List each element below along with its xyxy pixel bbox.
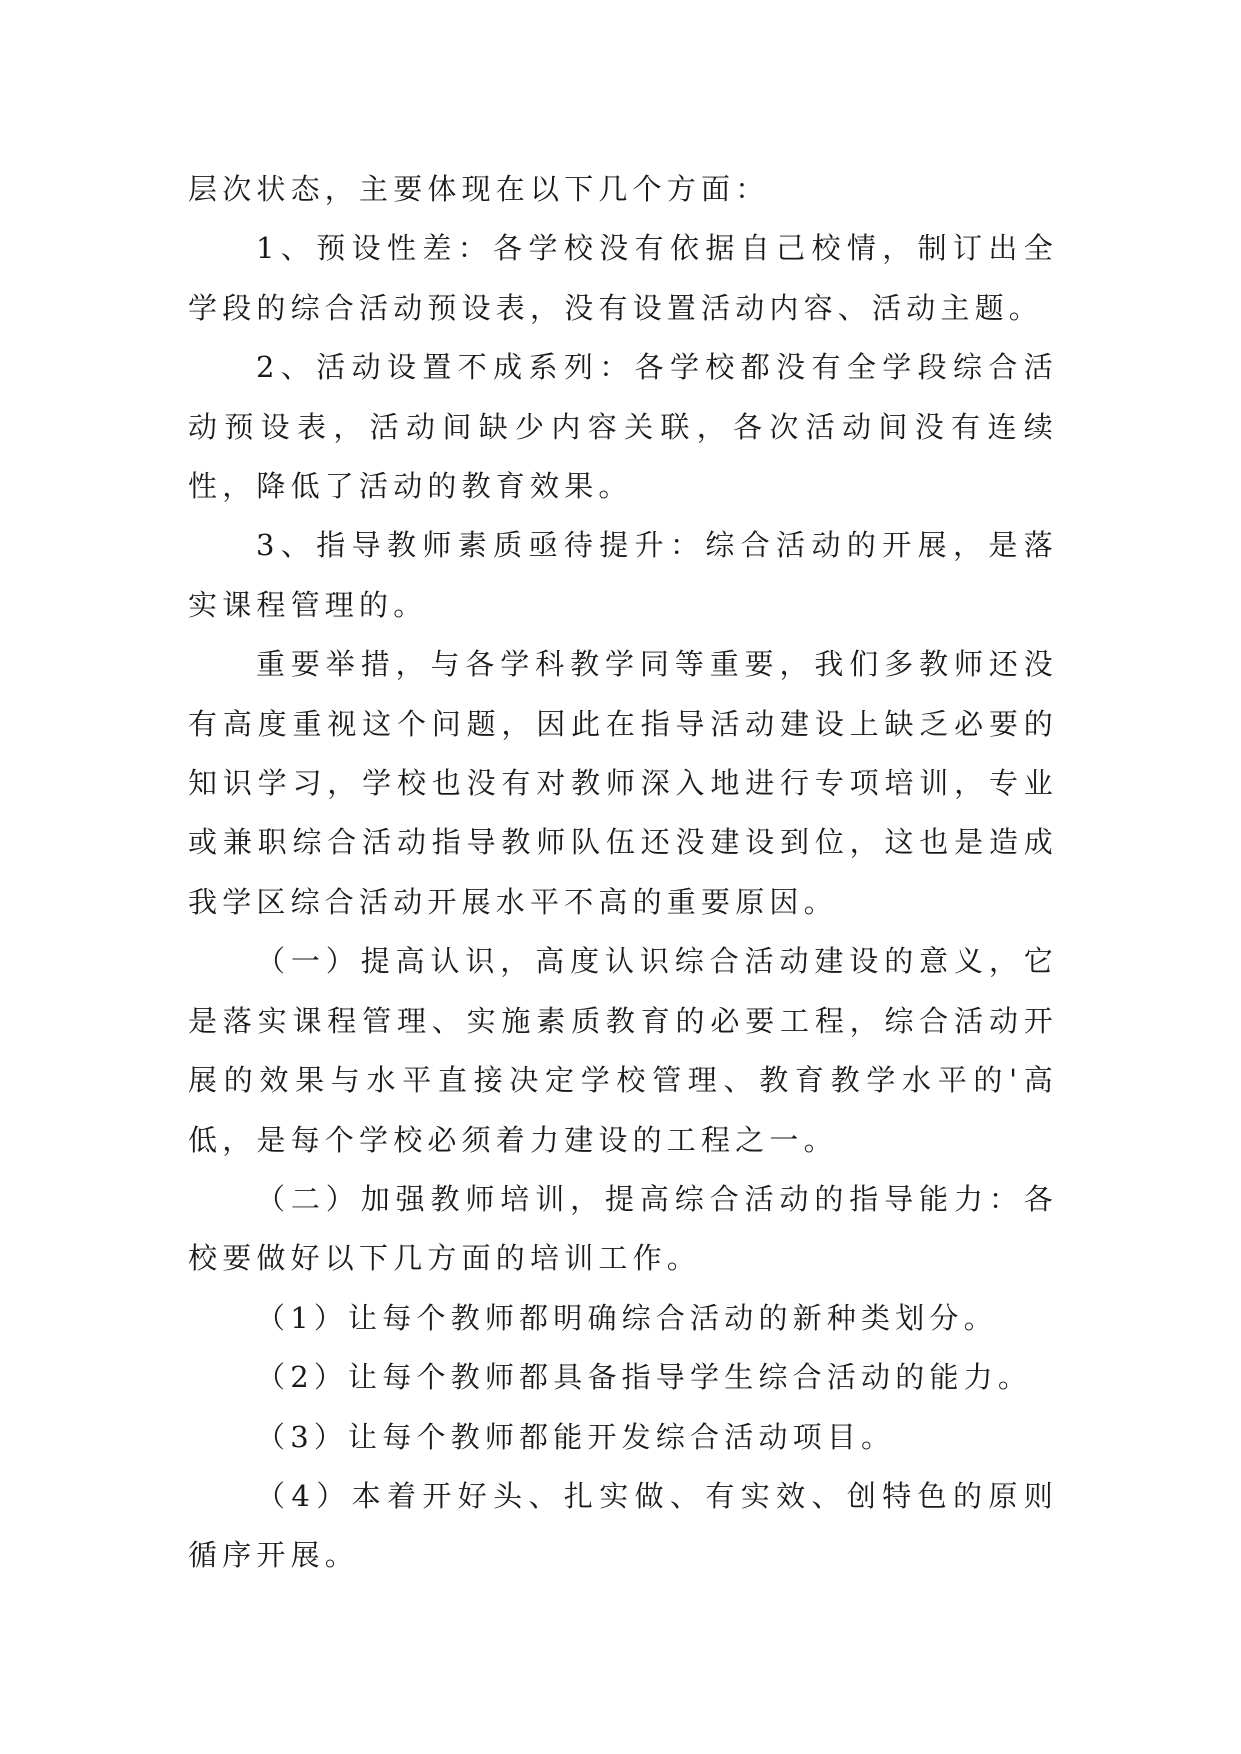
paragraph-section-1: （一）提高认识，高度认识综合活动建设的意义，它是落实课程管理、实施素质教育的必要工程，综合活动开展的效果与水平直接决定学校管理、教育教学水平的'高低，是每个学校必须着力建设的工程之一。 [188,944,1058,1157]
paragraph-item-3: （3）让每个教师都能开发综合活动项目。 [256,1419,896,1454]
paragraph-item-1: （1）让每个教师都明确综合活动的新种类划分。 [256,1300,998,1335]
paragraph-section-2: （二）加强教师培训，提高综合活动的指导能力：各校要做好以下几方面的培训工作。 [188,1181,1058,1276]
paragraph-point-3: 3、指导教师素质亟待提升：综合活动的开展，是落实课程管理的。 [188,528,1058,622]
paragraph-point-2: 2、活动设置不成系列：各学校都没有全学段综合活动预设表，活动间缺少内容关联，各次活动间没有连续性，降低了活动的教育效果。 [188,350,1058,504]
paragraph-intro: 层次状态，主要体现在以下几个方面： [188,172,770,206]
paragraph-item-2: （2）让每个教师都具备指导学生综合活动的能力。 [256,1360,1033,1395]
paragraph-measures: 重要举措，与各学科教学同等重要，我们多教师还没有高度重视这个问题，因此在指导活动建设上缺乏必要的知识学习，学校也没有对教师深入地进行专项培训，专业或兼职综合活动指导教师队伍还没建设到位，这也是造成我学区综合活动开展水平不高的重要原因。 [188,647,1058,919]
document-body [188,160,1058,1586]
paragraph-point-1: 1、预设性差：各学校没有依据自己校情，制订出全学段的综合活动预设表，没有设置活动内容、活动主题。 [188,231,1058,325]
paragraph-item-4: （4）本着开好头、扎实做、有实效、创特色的原则循序开展。 [188,1478,1058,1573]
